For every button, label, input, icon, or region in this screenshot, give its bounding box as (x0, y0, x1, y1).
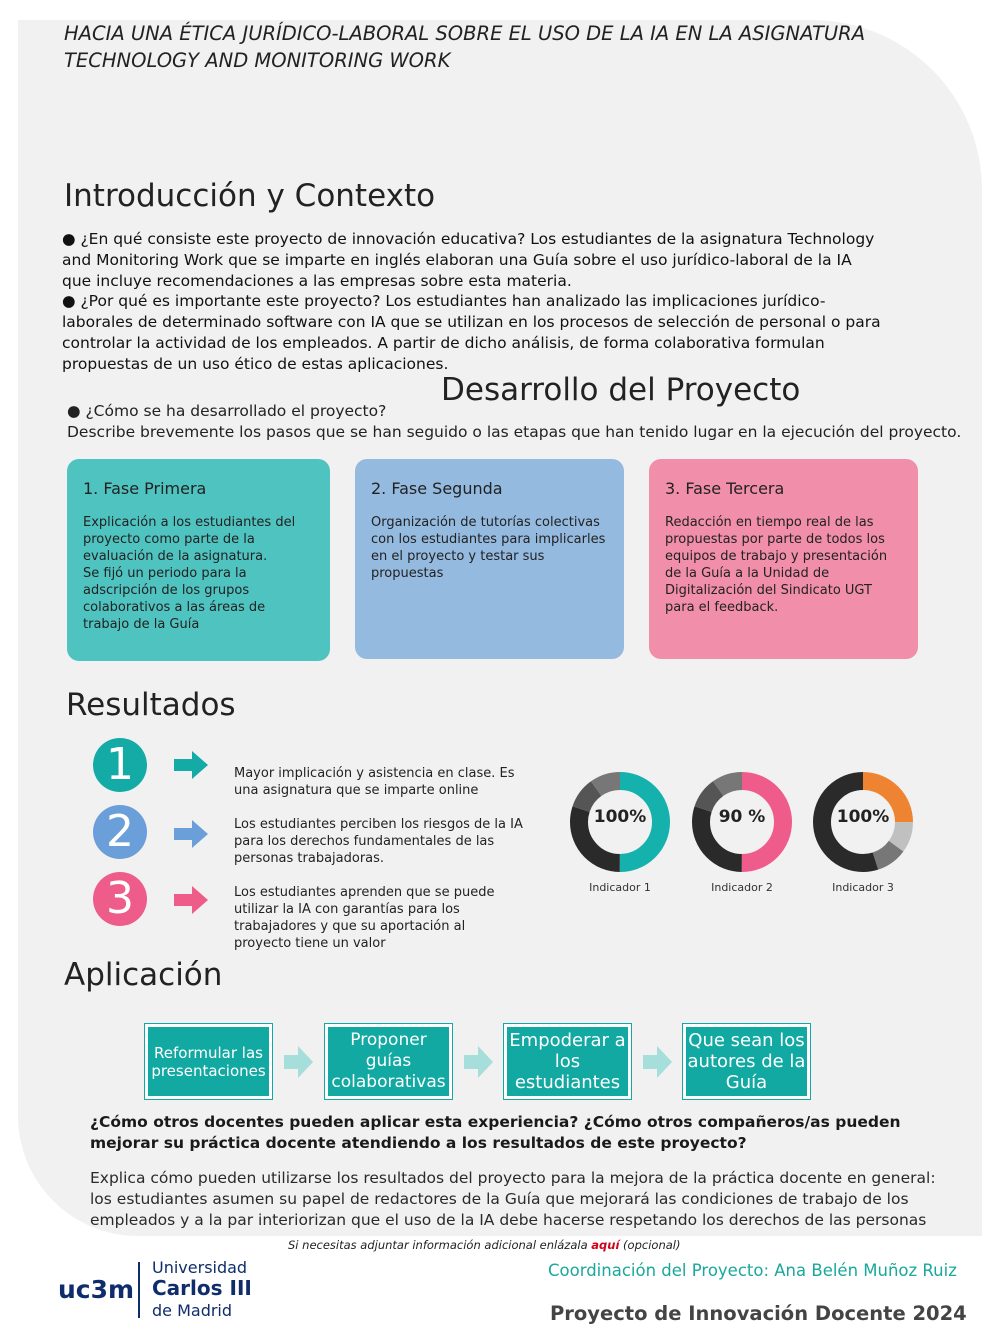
application-step-2: Proponer guías colaborativas (325, 1024, 452, 1099)
result-text-3: Los estudiantes aprenden que se puede utilizar la IA con garantías para los trabajadores y que su aportación al proyecto tiene un valor (234, 885, 495, 951)
logo-short: uc3m (58, 1275, 135, 1304)
result-number-3: 3 (93, 872, 147, 926)
indicator-value: 90 % (718, 807, 766, 827)
logo-line-2: Carlos III (152, 1276, 252, 1300)
note-text-end: (opcional) (619, 1238, 681, 1252)
phase-card-3 (649, 459, 918, 659)
application-explanation: Explica cómo pueden utilizarse los resultados del proyecto para la mejora de la práctica docente en general: los estudiantes asumen su papel de redactores de la Guía que mejorará las condiciones de trabajo de los empleados y a la par interiorizan que el uso de la IA debe hacerse respetando los derechos de las personas (90, 1169, 936, 1229)
indicator-label: Indicador 2 (711, 881, 773, 894)
arrow-right-icon (284, 1046, 314, 1078)
arrow-right-icon (174, 886, 210, 914)
results-heading: Resultados (66, 687, 236, 723)
university-logo (58, 1258, 268, 1322)
phase-card-2 (355, 459, 624, 659)
title-line-2: TECHNOLOGY AND MONITORING WORK (64, 49, 451, 72)
arrow-right-icon (174, 820, 210, 848)
application-step-3: Empoderar a los estudiantes (504, 1024, 631, 1099)
phase-text: Redacción en tiempo real de las propuestas por parte de todos los equipos de trabajo y presentación de la Guía a la Unidad de Digitalización del Sindicato UGT para el feedback. (665, 515, 888, 615)
development-question: ● ¿Cómo se ha desarrollado el proyecto? (67, 402, 387, 420)
result-number-1: 1 (93, 738, 147, 792)
intro-paragraph-2: ● ¿Por qué es importante este proyecto? Los estudiantes han analizado las implicaciones jurídico-laborales de determinado software con IA que se utilizan en los procesos de selección de personal o para controlar la actividad de los empleados. A partir de dicho análisis, de forma colaborativa formulan propuestas de un uso ético de estas aplicaciones. (62, 292, 881, 373)
logo-divider (138, 1262, 140, 1318)
development-description: Describe brevemente los pasos que se han seguido o las etapas que han tenido lugar en la ejecución del proyecto. (67, 423, 962, 441)
phase-card-1 (67, 459, 330, 661)
phase-title: 3. Fase Tercera (665, 479, 785, 498)
result-text-2: Los estudiantes perciben los riesgos de la IA para los derechos fundamentales de las personas trabajadoras. (234, 817, 523, 866)
application-heading: Aplicación (64, 957, 223, 993)
additional-info-link[interactable]: aquí (591, 1238, 620, 1252)
result-number-2: 2 (93, 805, 147, 859)
coordination-text: Coordinación del Proyecto: Ana Belén Muñoz Ruiz (548, 1261, 957, 1280)
arrow-right-icon (643, 1046, 673, 1078)
program-title: Proyecto de Innovación Docente 2024 (550, 1302, 967, 1325)
application-step-1: Reformular las presentaciones (145, 1024, 272, 1099)
indicator-1 (565, 767, 675, 897)
arrow-right-icon (464, 1046, 494, 1078)
indicator-2 (687, 767, 797, 897)
phase-title: 1. Fase Primera (83, 479, 207, 498)
logo-line-1: Universidad (152, 1258, 248, 1277)
intro-heading: Introducción y Contexto (64, 178, 436, 214)
intro-paragraph-1: ● ¿En qué consiste este proyecto de innovación educativa? Los estudiantes de la asignatura Technology and Monitoring Work que se imparte en inglés elaboran una Guía sobre el uso jurídico-laboral de la IA que incluye recomendaciones a las empresas sobre esta materia. (62, 230, 875, 290)
arrow-right-icon (174, 751, 210, 779)
application-question: ¿Cómo otros docentes pueden aplicar esta experiencia? ¿Cómo otros compañeros/as pueden mejorar su práctica docente atendiendo a los resultados de este proyecto? (90, 1113, 901, 1152)
indicator-label: Indicador 1 (589, 881, 651, 894)
additional-info-note (288, 1238, 680, 1252)
logo-line-3: de Madrid (152, 1301, 233, 1320)
indicator-3 (808, 767, 918, 897)
indicator-label: Indicador 3 (832, 881, 894, 894)
phase-title: 2. Fase Segunda (371, 479, 503, 498)
phase-text: Explicación a los estudiantes del proyecto como parte de la evaluación de la asignatura. Se fijó un periodo para la adscripción de los grupos colaborativos a las áreas de trabajo de la Guía (83, 515, 296, 632)
result-text-1: Mayor implicación y asistencia en clase. Es una asignatura que se imparte online (234, 766, 515, 798)
note-text: Si necesitas adjuntar información adicional enlázala (288, 1238, 592, 1252)
poster-title (64, 20, 884, 74)
indicator-value: 100% (836, 807, 890, 827)
intro-body (62, 229, 882, 375)
indicator-value: 100% (593, 807, 647, 827)
title-line-1: HACIA UNA ÉTICA JURÍDICO-LABORAL SOBRE EL USO DE LA IA EN LA ASIGNATURA (64, 22, 866, 45)
application-step-4: Que sean los autores de la Guía (683, 1024, 810, 1099)
phase-text: Organización de tutorías colectivas con los estudiantes para implicarles en el proyecto y testar sus propuestas (371, 515, 606, 581)
development-heading: Desarrollo del Proyecto (441, 372, 801, 408)
